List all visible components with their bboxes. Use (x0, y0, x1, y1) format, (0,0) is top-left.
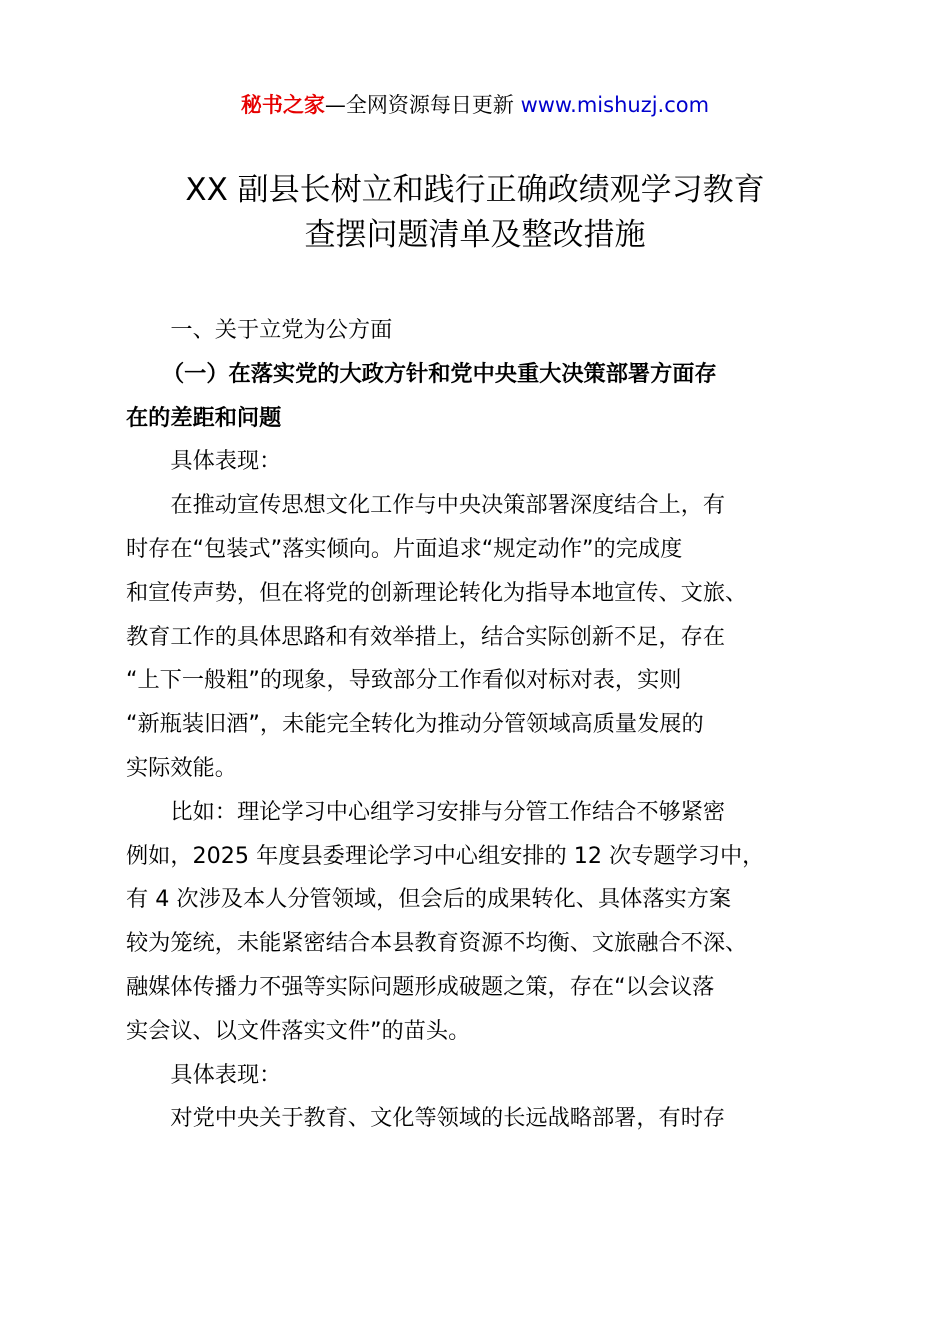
paragraph-line: “上下一般粗”的现象，导致部分工作看似对标对表，实则 (126, 667, 682, 694)
paragraph-line: 实际效能。 (126, 754, 237, 781)
paragraph-line: 时存在“包装式”落实倾向。片面追求“规定动作”的完成度 (126, 535, 683, 562)
subheading (126, 353, 838, 441)
title-line: XX 副县长树立和践行正确政绩观学习教育 (185, 172, 765, 208)
paragraph-line: 有 4 次涉及本人分管领域，但会后的成果转化、具体落实方案 (126, 886, 732, 913)
paragraph-line: 在推动宣传思想文化工作与中央决策部署深度结合上，有 (170, 492, 726, 519)
paragraph-line: 教育工作的具体思路和有效举措上，结合实际创新不足，存在 (126, 623, 726, 650)
site-header (0, 88, 950, 122)
paragraph-1 (126, 484, 838, 791)
paragraph-line: 较为笼统，未能紧密结合本县教育资源不均衡、文旅融合不深、 (126, 930, 748, 957)
paragraph-line: “新瓶装旧酒”，未能完全转化为推动分管领域高质量发展的 (126, 711, 704, 738)
brand-name: 秘书之家 (240, 93, 325, 117)
document-title (0, 168, 950, 258)
paragraph-line: 实会议、以文件落实文件”的苗头。 (126, 1017, 471, 1044)
section-heading: 一、关于立党为公方面 (170, 317, 393, 343)
header-tagline: —全网资源每日更新 (324, 93, 521, 117)
subheading-line: （一）在落实党的大政方针和党中央重大决策部署方面存 (162, 360, 717, 387)
paragraph-line: 例如，2025 年度县委理论学习中心组安排的 12 次专题学习中， (126, 842, 765, 869)
title-line: 查摆问题清单及整改措施 (304, 217, 646, 253)
paragraph-line: 比如：理论学习中心组学习安排与分管工作结合不够紧密 (170, 798, 726, 825)
paragraph-line: 融媒体传播力不强等实际问题形成破题之策，存在“以会议落 (126, 973, 715, 1000)
label-specific-performance: 具体表现： (170, 1061, 282, 1088)
paragraph-line: 和宣传声势，但在将党的创新理论转化为指导本地宣传、文旅、 (126, 579, 748, 606)
site-url-link[interactable]: www.mishuzj.com (520, 93, 710, 117)
paragraph-2 (126, 791, 838, 1054)
document-body (126, 309, 838, 1141)
paragraph-line: 对党中央关于教育、文化等领域的长远战略部署，有时存 (170, 1105, 726, 1132)
paragraph-3 (126, 1097, 838, 1141)
subheading-line: 在的差距和问题 (126, 404, 282, 431)
label-specific-performance: 具体表现： (170, 448, 282, 475)
